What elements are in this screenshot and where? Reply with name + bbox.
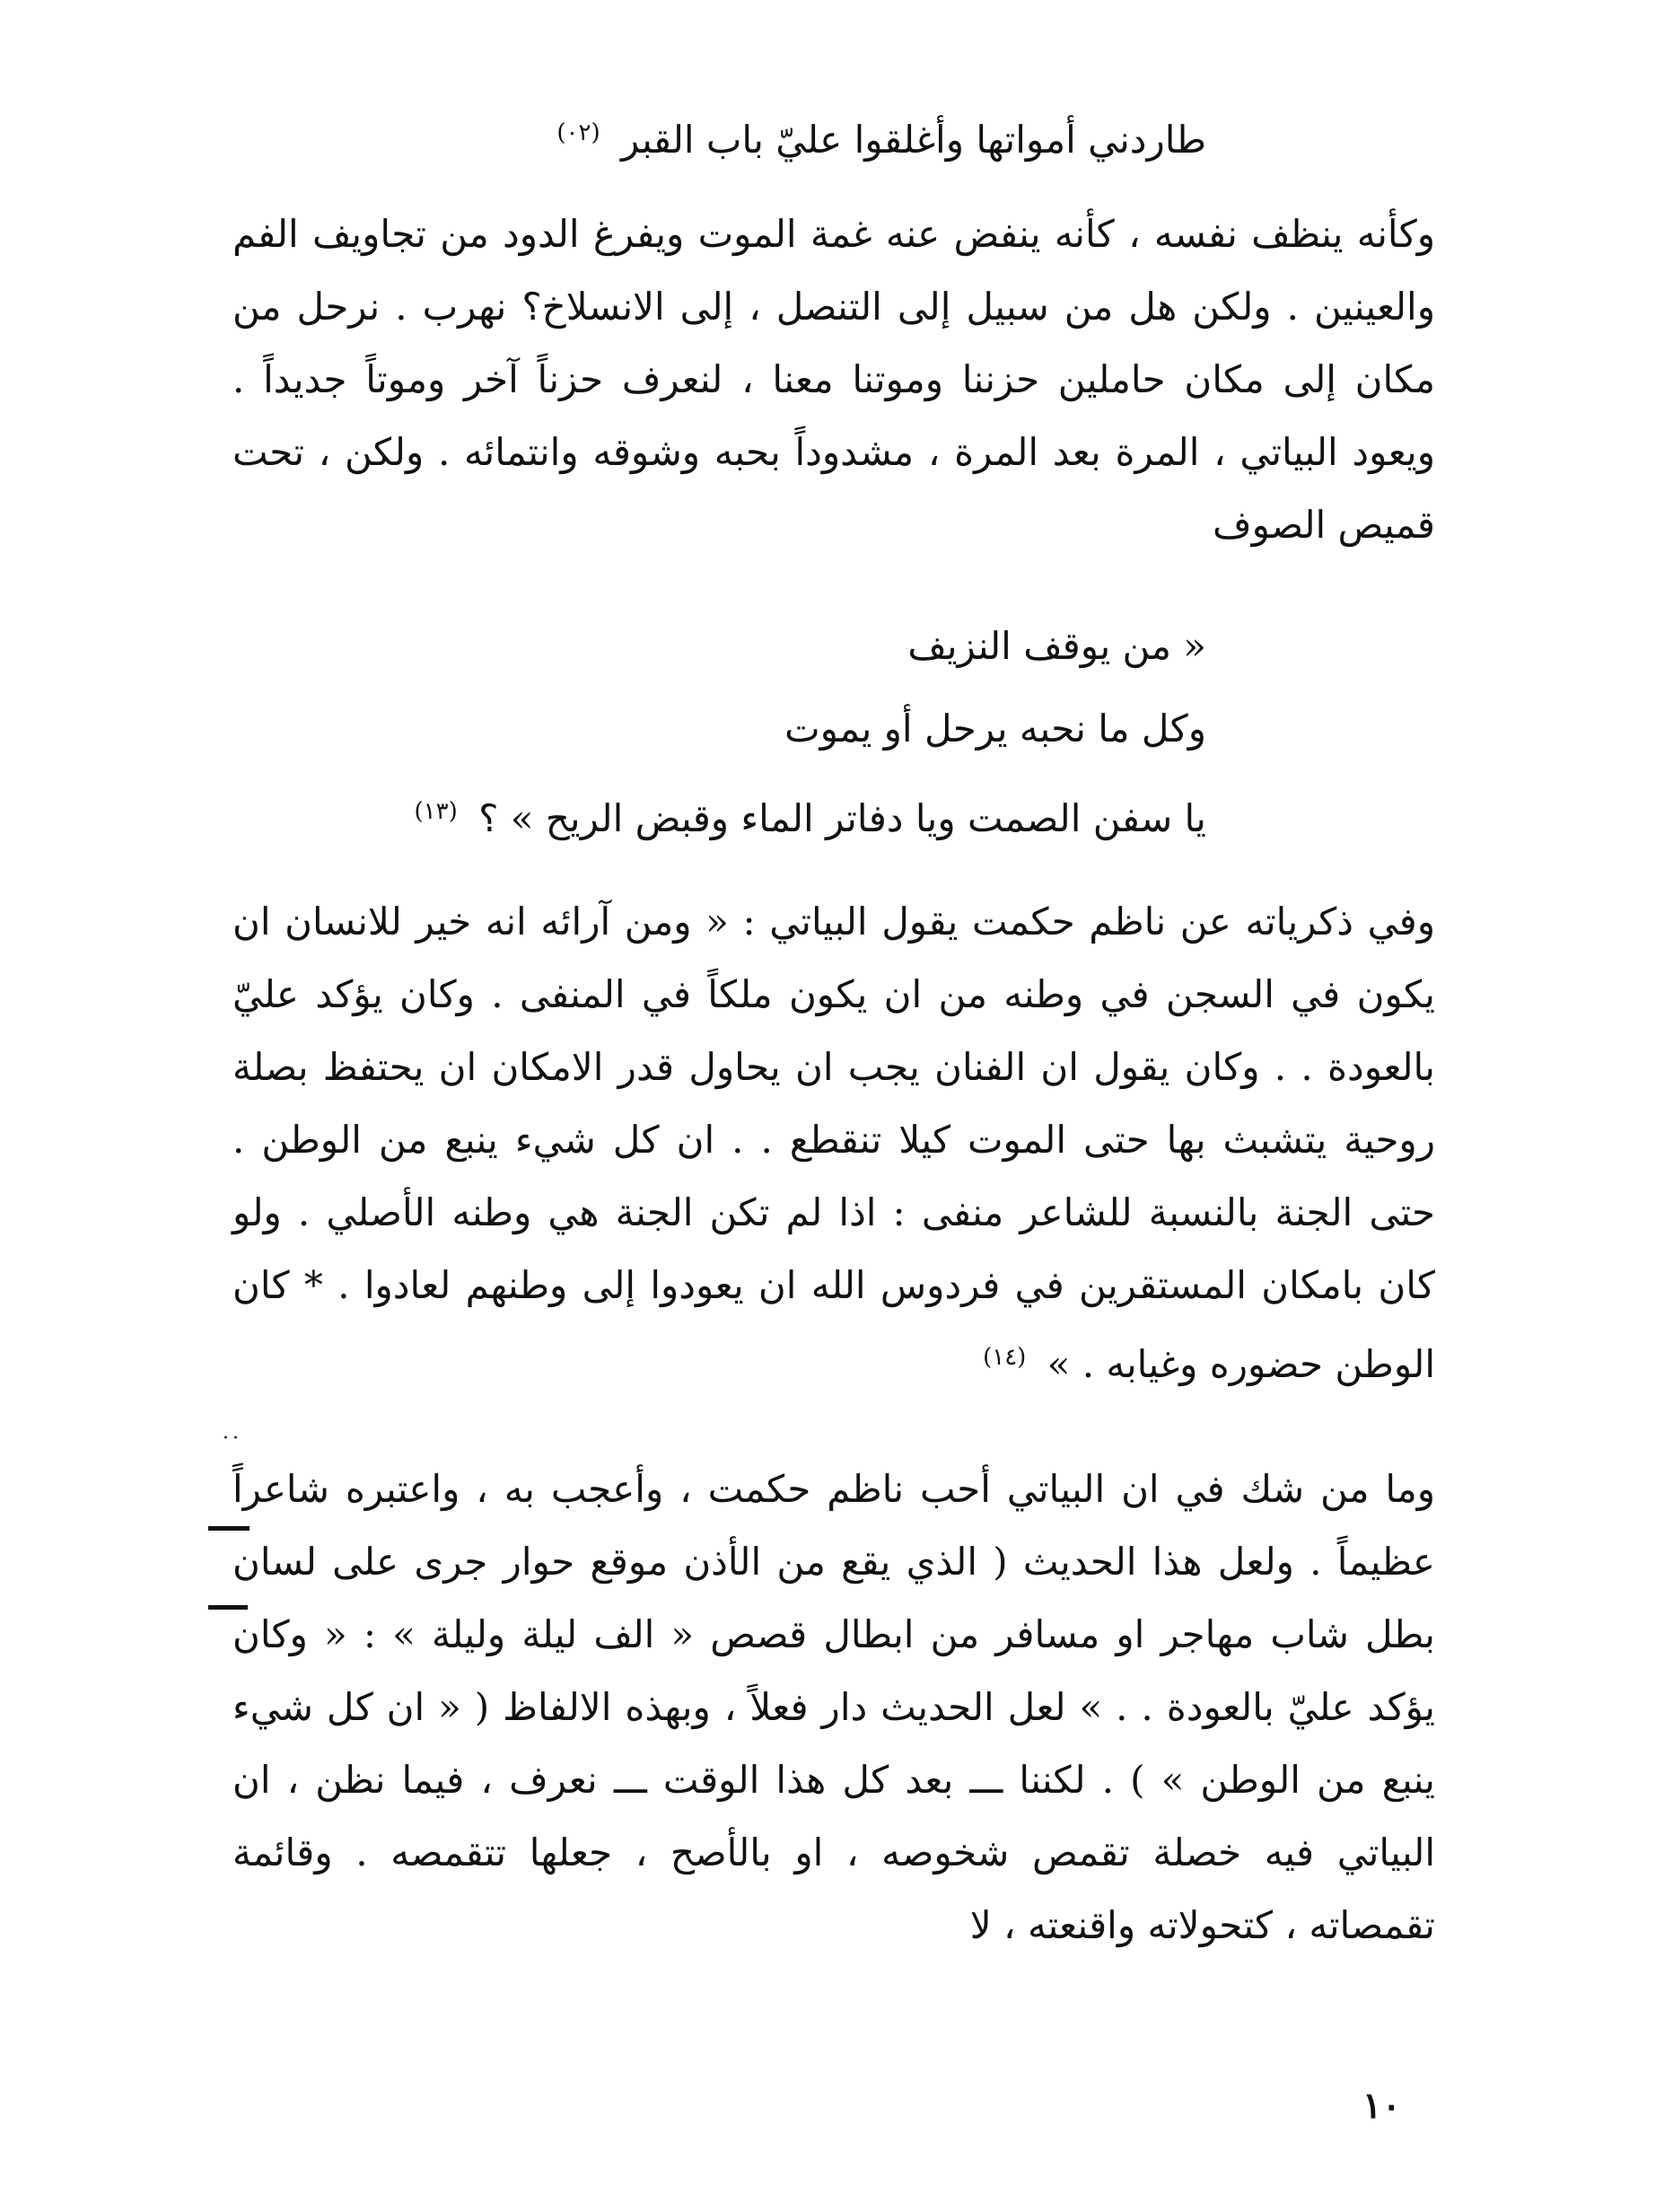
paragraph-1: وكأنه ينظف نفسه ، كأنه ينفض عنه غمة الموت ويفرغ الدود من تجاويف الفم والعينين . ولكن هل من سبيل إلى التنصل ، إلى الانسلاخ؟ نهرب . نرحل من مكان إلى مكان حاملين حزننا وموتنا معنا ، لنعرف حزناً آخر وموتاً جديداً . ويعود البياتي ، المرة بعد المرة ، مشدوداً بحبه وشوقه وانتمائه . ولكن ، تحت قميص الصوف xyxy=(232,212,1436,547)
footnote-marker: (١٣) xyxy=(414,798,458,825)
verse-line-2: وكل ما نحبه يرحل أو يموت xyxy=(784,707,1206,750)
page-number: ١٠ xyxy=(1362,2085,1401,2127)
verse-line-1: « من يوقف النزيف xyxy=(907,624,1206,668)
margin-dots: ·· xyxy=(223,1427,242,1450)
margin-mark xyxy=(208,1605,248,1610)
verse-line-3-text: يا سفن الصمت ويا دفاتر الماء وقبض الريح » ؟ xyxy=(478,796,1206,840)
paragraph-3: وما من شك في ان البياتي أحب ناظم حكمت ، وأعجب به ، واعتبره شاعراً عظيماً . ولعل هذا الحديث ( الذي يقع من الأذن موقع حوار جرى على لسان بطل شاب مهاجر او مسافر من ابطال قصص « الف ليلة وليلة » : « وكان يؤكد عليّ بالعودة . . » لعل الحديث دار فعلاً ، وبهذه الالفاظ ( « ان كل شيء ينبع من الوطن » ) . لكننا ـــ بعد كل هذا الوقت ـــ نعرف ، فيما نظن ، ان البياتي فيه خصلة تقمص شخوصه ، او بالأصح ، جعلها تتقمصه . وقائمة تقمصاته ، كتحولاته واقنعته ، لا xyxy=(232,1467,1435,1947)
verse-line-3 xyxy=(415,785,1207,846)
margin-mark xyxy=(208,1526,250,1531)
footnote-marker: (٠٢) xyxy=(556,119,600,146)
poem-line-top-text: طاردني أمواتها وأغلقوا عليّ باب القبر xyxy=(620,118,1206,162)
paragraph-2 xyxy=(232,885,1435,1400)
poem-line-top xyxy=(556,106,1206,167)
paragraph-2-text: وفي ذكرياته عن ناظم حكمت يقول البياتي : « ومن آرائه انه خير للانسان ان يكون في السجن في وطنه من ان يكون ملكاً في المنفى . وكان يؤكد عليّ بالعودة . . وكان يقول ان الفنان يجب ان يحاول قدر الامكان ان يحتفظ بصلة روحية يتشبث بها حتى الموت كيلا تنقطع . . ان كل شيء ينبع من الوطن . حتى الجنة بالنسبة للشاعر منفى : اذا لم تكن الجنة هي وطنه الأصلي . ولو كان بامكان المستقرين في فردوس الله ان يعودوا إلى وطنهم لعادوا . * كان الوطن حضوره وغيابه . » xyxy=(232,900,1435,1386)
footnote-marker: (١٤) xyxy=(983,1344,1027,1371)
